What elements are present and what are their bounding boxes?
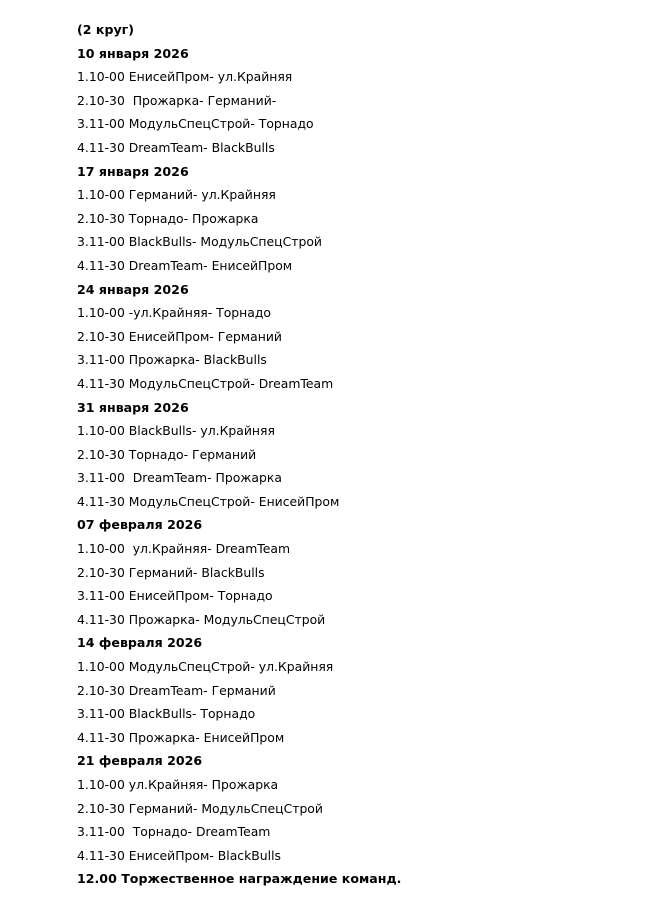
matchday-block — [77, 278, 637, 396]
matchday-date: 10 января 2026 — [77, 45, 189, 61]
matchday-block — [77, 631, 637, 749]
match-line: 4.11-30 МодульСпецСтрой- DreamTeam — [77, 375, 334, 391]
match-line: 2.10-30 Германий- МодульСпецСтрой — [77, 800, 323, 816]
match-line: 3.11-00 Торнадо- DreamTeam — [77, 824, 271, 840]
matchday-date: 31 января 2026 — [77, 399, 189, 415]
schedule-document — [77, 18, 637, 891]
match-line: 1.10-00 ул.Крайняя- Прожарка — [77, 777, 279, 792]
round-heading: (2 круг) — [77, 22, 135, 37]
match-line: 3.11-00 BlackBulls- Торнадо — [77, 706, 256, 722]
matchday-block — [77, 513, 637, 631]
matchday-block — [77, 749, 637, 867]
match-line: 4.11-30 DreamTeam- BlackBulls — [77, 139, 275, 155]
match-line: 3.11-00 ЕнисейПром- Торнадо — [77, 588, 273, 604]
match-line: 3.11-00 DreamTeam- Прожарка — [77, 470, 282, 486]
match-line: 1.10-00 МодульСпецСтрой- ул.Крайняя — [77, 659, 334, 675]
matchday-block — [77, 160, 637, 278]
match-line: 1.10-00 BlackBulls- ул.Крайняя — [77, 423, 275, 439]
match-line: 4.11-30 МодульСпецСтрой- ЕнисейПром — [77, 493, 340, 509]
match-line: 2.10-30 ЕнисейПром- Германий — [77, 328, 282, 344]
match-line: 1.10-00 ул.Крайняя- DreamTeam — [77, 541, 291, 557]
matchday-date: 24 января 2026 — [77, 281, 189, 297]
match-line: 3.11-00 Прожарка- BlackBulls — [77, 352, 267, 368]
match-line: 2.10-30 Германий- BlackBulls — [77, 564, 265, 580]
match-line: 4.11-30 ЕнисейПром- BlackBulls — [77, 847, 281, 863]
match-line: 3.11-00 BlackBulls- МодульСпецСтрой — [77, 234, 322, 250]
match-line: 4.11-30 Прожарка- ЕнисейПром — [77, 729, 285, 745]
match-line: 2.10-30 DreamTeam- Германий — [77, 682, 276, 698]
match-line: 3.11-00 МодульСпецСтрой- Торнадо — [77, 116, 314, 132]
match-line: 1.10-00 ЕнисейПром- ул.Крайняя — [77, 69, 293, 85]
match-line: 1.10-00 -ул.Крайняя- Торнадо — [77, 305, 272, 321]
matchday-date: 14 февраля 2026 — [77, 635, 203, 651]
match-line: 2.10-30 Торнадо- Германий — [77, 446, 257, 462]
matchday-block — [77, 42, 637, 160]
award-ceremony-line: 12.00 Торжественное награждение команд. — [77, 871, 402, 887]
matchday-block — [77, 396, 637, 514]
matchday-date: 21 февраля 2026 — [77, 753, 203, 769]
match-line: 2.10-30 Прожарка- Германий- — [77, 92, 277, 108]
matchday-date: 17 января 2026 — [77, 163, 189, 179]
match-line: 4.11-30 Прожарка- МодульСпецСтрой — [77, 611, 326, 627]
match-line: 4.11-30 DreamTeam- ЕнисейПром — [77, 257, 293, 273]
match-line: 1.10-00 Германий- ул.Крайняя — [77, 187, 276, 203]
match-line: 2.10-30 Торнадо- Прожарка — [77, 210, 259, 226]
matchday-date: 07 февраля 2026 — [77, 517, 203, 533]
